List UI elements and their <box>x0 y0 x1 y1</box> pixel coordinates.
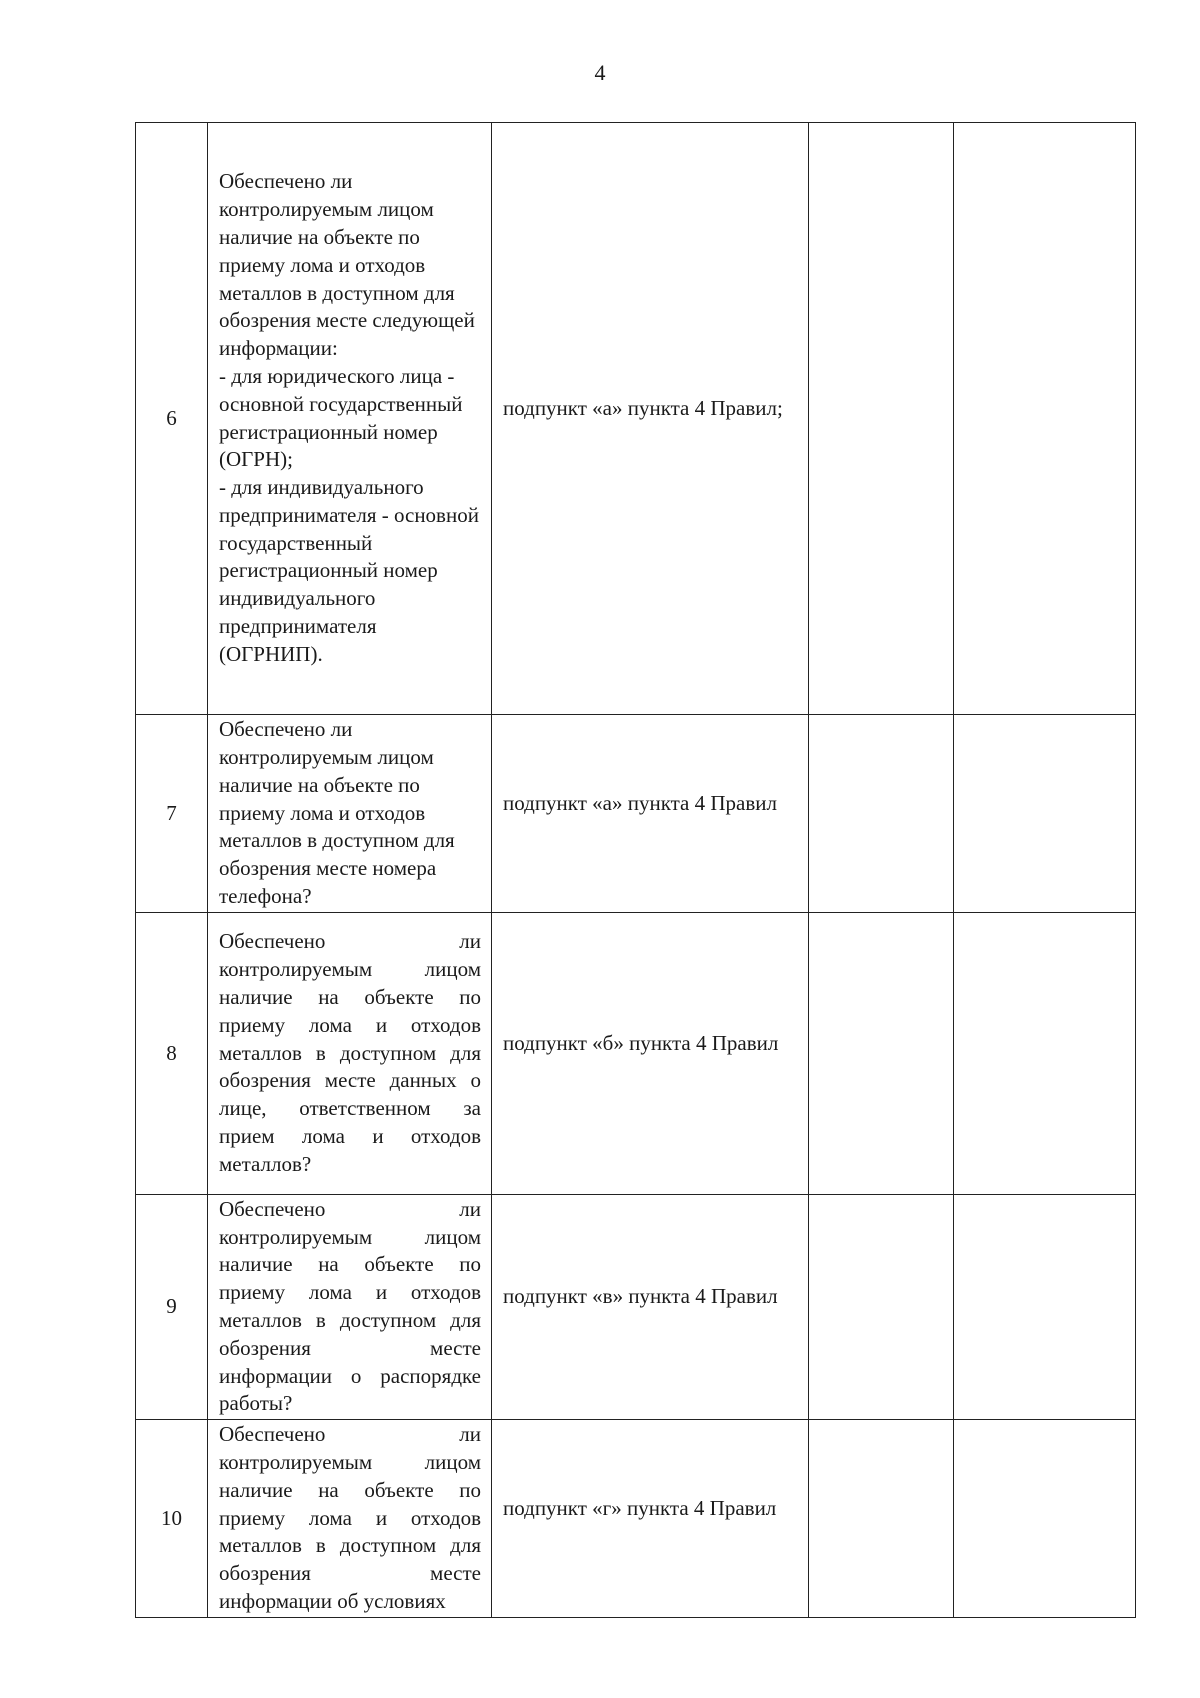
legal-reference <box>492 123 809 715</box>
question-text: Обеспечено ли контролируемым лицом наличие на объекте по приему лома и отходов металлов в доступном для обозрения месте информации о распорядке работы? <box>219 1196 481 1416</box>
requirement-question <box>208 715 492 913</box>
requirement-question <box>208 1195 492 1420</box>
answer-cell[interactable] <box>809 913 954 1195</box>
question-text: Обеспечено ли контролируемым лицом наличие на объекте по приему лома и отходов металлов в доступном для обозрения месте следующей информации: - для юридического лица - основной государственный регистрационный номер (ОГРН); - для индивидуального предпринимателя - основной государственный регистрационный номер индивидуального предпринимателя (ОГРНИП). <box>219 169 479 666</box>
row-number: 8 <box>136 913 208 1195</box>
answer-cell[interactable] <box>809 123 954 715</box>
reference-text: подпункт «а» пункта 4 Правил <box>503 790 777 815</box>
table-row <box>136 715 1136 913</box>
note-cell[interactable] <box>954 715 1136 913</box>
note-cell[interactable] <box>954 123 1136 715</box>
reference-text: подпункт «б» пункта 4 Правил <box>503 1030 779 1055</box>
reference-text: подпункт «в» пункта 4 Правил <box>503 1284 778 1309</box>
row-number: 9 <box>136 1195 208 1420</box>
table-row <box>136 123 1136 715</box>
requirement-question <box>208 123 492 715</box>
note-cell[interactable] <box>954 913 1136 1195</box>
checklist-table <box>135 122 1136 1618</box>
page-number: 4 <box>594 60 606 85</box>
table-row <box>136 1195 1136 1420</box>
answer-cell[interactable] <box>809 1195 954 1420</box>
answer-cell[interactable] <box>809 1420 954 1618</box>
reference-text: подпункт «а» пункта 4 Правил; <box>503 395 783 420</box>
note-cell[interactable] <box>954 1195 1136 1420</box>
row-number: 10 <box>136 1420 208 1618</box>
table-row <box>136 913 1136 1195</box>
question-text: Обеспечено ли контролируемым лицом наличие на объекте по приему лома и отходов металлов в доступном для обозрения месте данных о лице, ответственном за прием лома и отходов металлов? <box>219 929 481 1176</box>
requirement-question <box>208 913 492 1195</box>
question-text: Обеспечено ли контролируемым лицом наличие на объекте по приему лома и отходов металлов в доступном для обозрения месте информации об условиях <box>219 1422 481 1613</box>
question-text: Обеспечено ли контролируемым лицом наличие на объекте по приему лома и отходов металлов в доступном для обозрения месте номера телефона? <box>219 717 455 908</box>
answer-cell[interactable] <box>809 715 954 913</box>
requirement-question <box>208 1420 492 1618</box>
row-number: 7 <box>136 715 208 913</box>
note-cell[interactable] <box>954 1420 1136 1618</box>
reference-text: подпункт «г» пункта 4 Правил <box>503 1495 777 1520</box>
legal-reference <box>492 1195 809 1420</box>
row-number: 6 <box>136 123 208 715</box>
legal-reference <box>492 715 809 913</box>
legal-reference <box>492 1420 809 1618</box>
table-row <box>136 1420 1136 1618</box>
legal-reference <box>492 913 809 1195</box>
